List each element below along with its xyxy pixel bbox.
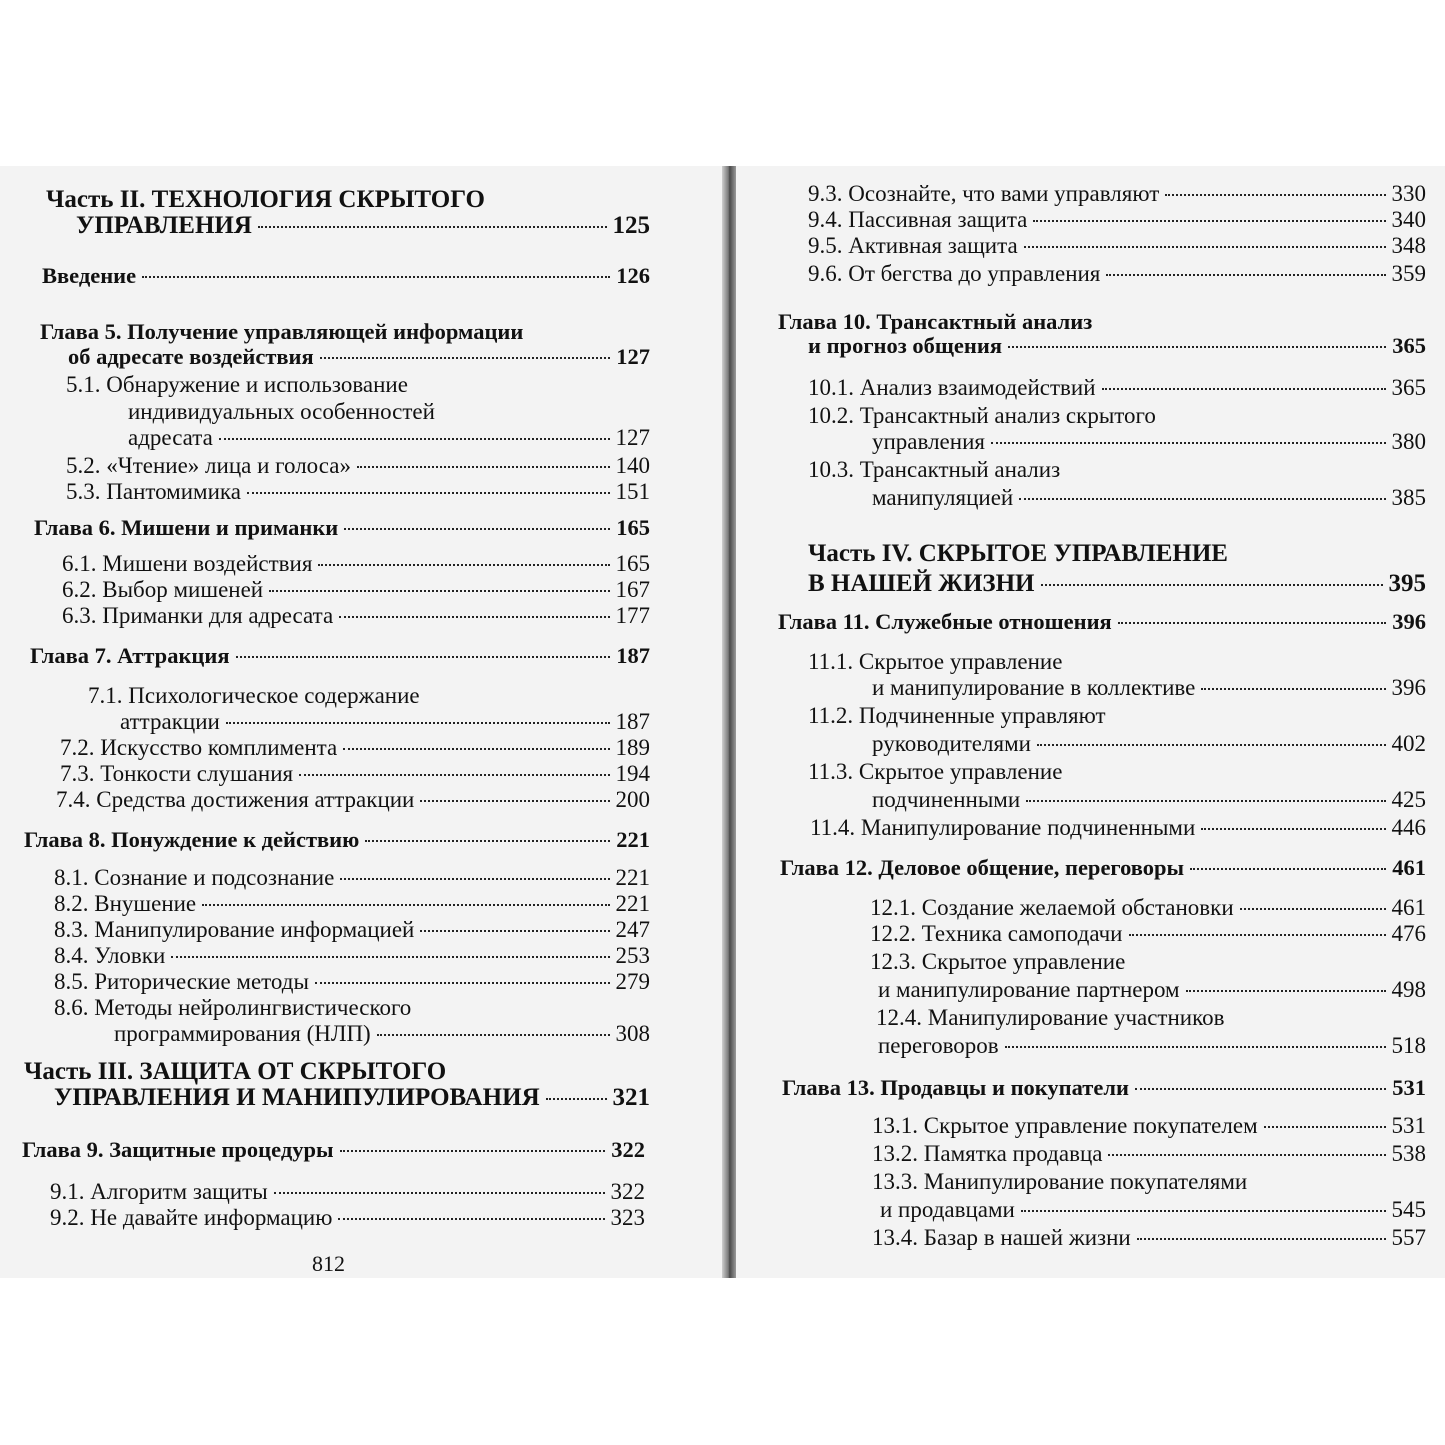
toc-entry-page: 140 <box>615 453 650 478</box>
toc-entry-page: 340 <box>1391 207 1426 232</box>
book-spread <box>0 166 1445 1278</box>
toc-entry-title: 11.1. Скрытое управление <box>808 649 1063 674</box>
toc-entry <box>872 1168 1247 1196</box>
toc-entry <box>128 424 650 452</box>
toc-entry <box>54 864 650 892</box>
dot-leader <box>1033 219 1385 222</box>
toc-entry <box>872 1224 1426 1252</box>
toc-entry <box>88 682 420 710</box>
toc-entry-title: 8.1. Сознание и подсознание <box>54 865 335 890</box>
toc-entry <box>54 890 650 918</box>
toc-entry-title: Глава 10. Трансактный анализ <box>778 309 1093 334</box>
toc-entry <box>808 570 1426 598</box>
toc-entry-page: 151 <box>615 479 650 504</box>
toc-entry-page: 323 <box>610 1205 645 1230</box>
dot-leader <box>344 527 610 530</box>
toc-entry-title: 9.1. Алгоритм защиты <box>50 1179 268 1204</box>
dot-leader <box>1137 1237 1386 1240</box>
toc-entry-title: 5.3. Пантомимика <box>66 479 241 504</box>
toc-entry-title: 6.1. Мишени воздействия <box>62 551 313 576</box>
dot-leader <box>1186 989 1386 992</box>
toc-entry <box>60 734 650 762</box>
toc-entry <box>56 786 650 814</box>
dot-leader <box>1008 345 1386 348</box>
toc-entry <box>24 826 650 854</box>
toc-entry-title: об адресате воздействия <box>68 344 314 369</box>
dot-leader <box>269 589 609 592</box>
toc-entry <box>872 1140 1426 1168</box>
toc-entry-title: 6.3. Приманки для адресата <box>62 603 334 628</box>
dot-leader <box>1201 827 1385 830</box>
dot-leader <box>1021 1209 1386 1212</box>
toc-entry-page: 253 <box>615 943 650 968</box>
toc-entry-title: 8.2. Внушение <box>54 891 197 916</box>
toc-entry-page: 531 <box>1391 1113 1426 1138</box>
toc-entry-title: 5.1. Обнаружение и использование <box>66 372 408 397</box>
toc-entry-title: аттракции <box>120 709 220 734</box>
toc-entry <box>872 786 1426 814</box>
dot-leader <box>1165 193 1385 196</box>
toc-entry-page: 187 <box>616 643 650 668</box>
dot-leader <box>226 721 610 724</box>
toc-entry-title: Глава 13. Продавцы и покупатели <box>782 1075 1129 1100</box>
toc-entry <box>808 648 1062 676</box>
dot-leader <box>546 1097 607 1100</box>
dot-leader <box>1129 933 1386 936</box>
dot-leader <box>420 929 609 932</box>
dot-leader <box>318 563 609 566</box>
toc-entry-title: 7.3. Тонкости слушания <box>60 761 294 786</box>
toc-entry-title: 7.4. Средства достижения аттракции <box>56 787 415 812</box>
toc-entry-page: 518 <box>1391 1033 1426 1058</box>
toc-entry-title: УПРАВЛЕНИЯ <box>76 212 252 239</box>
dot-leader <box>1135 1087 1386 1090</box>
dot-leader <box>315 981 610 984</box>
toc-entry-page: 545 <box>1391 1197 1426 1222</box>
toc-entry-page: 247 <box>615 917 650 942</box>
dot-leader <box>1190 867 1386 870</box>
toc-entry-title: 12.3. Скрытое управление <box>870 949 1126 974</box>
toc-entry <box>50 1178 645 1206</box>
dot-leader <box>320 356 611 359</box>
dot-leader <box>377 1033 610 1036</box>
left-page <box>0 166 722 1278</box>
toc-entry-title: 13.4. Базар в нашей жизни <box>872 1225 1131 1250</box>
toc-entry-page: 167 <box>615 577 650 602</box>
toc-entry <box>120 708 650 736</box>
dot-leader <box>1026 799 1385 802</box>
dot-leader <box>365 839 610 842</box>
toc-entry-title: Введение <box>42 263 137 288</box>
toc-entry-title: 11.2. Подчиненные управляют <box>808 703 1106 728</box>
toc-entry <box>880 1196 1426 1224</box>
toc-entry <box>870 920 1426 948</box>
dot-leader <box>171 955 609 958</box>
toc-entry-page: 127 <box>616 344 650 369</box>
toc-entry-title: 9.6. От бегства до управления <box>808 261 1101 286</box>
toc-entry <box>876 1004 1224 1032</box>
toc-entry <box>60 760 650 788</box>
toc-entry-title: 13.3. Манипулирование покупателями <box>872 1169 1248 1194</box>
toc-entry <box>46 186 485 214</box>
toc-entry <box>808 232 1426 260</box>
toc-entry-title: и манипулирование в коллективе <box>872 675 1196 700</box>
toc-entry <box>808 260 1426 288</box>
toc-entry-title: УПРАВЛЕНИЯ И МАНИПУЛИРОВАНИЯ <box>54 1084 540 1111</box>
toc-entry <box>782 1074 1426 1102</box>
toc-entry-page: 396 <box>1392 609 1426 634</box>
toc-entry <box>34 514 650 542</box>
toc-entry-title: и манипулирование партнером <box>878 977 1180 1002</box>
toc-entry-page: 279 <box>615 969 650 994</box>
toc-entry <box>808 456 1060 484</box>
toc-entry <box>66 452 650 480</box>
toc-entry-title: 11.3. Скрытое управление <box>808 759 1063 784</box>
dot-leader <box>420 799 609 802</box>
toc-entry-title: руководителями <box>872 731 1031 756</box>
toc-entry <box>66 371 408 399</box>
toc-entry <box>54 968 650 996</box>
dot-leader <box>1041 583 1383 586</box>
toc-entry-page: 461 <box>1391 895 1426 920</box>
toc-entry-page: 330 <box>1391 181 1426 206</box>
toc-entry-title: 9.3. Осознайте, что вами управляют <box>808 181 1160 206</box>
toc-entry-page: 200 <box>615 787 650 812</box>
toc-entry-page: 308 <box>615 1021 650 1046</box>
toc-entry <box>50 1204 645 1232</box>
toc-entry <box>68 343 650 371</box>
toc-entry-title: программирования (НЛП) <box>114 1021 371 1046</box>
toc-entry-page: 221 <box>615 865 650 890</box>
toc-entry-title: манипуляцией <box>872 485 1014 510</box>
toc-entry-title: 13.2. Памятка продавца <box>872 1141 1103 1166</box>
toc-entry-page: 322 <box>610 1179 645 1204</box>
toc-entry <box>808 180 1426 208</box>
dot-leader <box>274 1191 605 1194</box>
dot-leader <box>219 437 610 440</box>
toc-entry-title: 6.2. Выбор мишеней <box>62 577 264 602</box>
dot-leader <box>338 1217 604 1220</box>
dot-leader <box>1102 387 1386 390</box>
toc-entry-title: Глава 8. Понуждение к действию <box>24 827 360 852</box>
toc-entry-title: 7.1. Психологическое содержание <box>88 683 420 708</box>
dot-leader <box>991 441 1386 444</box>
dot-leader <box>1118 621 1387 624</box>
toc-entry <box>808 702 1106 730</box>
dot-leader <box>1240 907 1386 910</box>
right-page <box>736 166 1445 1278</box>
toc-entry <box>62 602 650 630</box>
toc-entry-title: 12.4. Манипулирование участников <box>876 1005 1225 1030</box>
toc-entry <box>54 994 411 1022</box>
dot-leader <box>1108 1153 1385 1156</box>
toc-entry-page: 165 <box>615 551 650 576</box>
toc-entry-page: 538 <box>1391 1141 1426 1166</box>
dot-leader <box>247 491 610 494</box>
toc-entry <box>870 894 1426 922</box>
toc-entry-title: и продавцами <box>880 1197 1015 1222</box>
toc-entry-title: 10.3. Трансактный анализ <box>808 457 1061 482</box>
toc-entry <box>114 1020 650 1048</box>
toc-entry <box>808 206 1426 234</box>
toc-entry-title: и прогноз общения <box>808 333 1002 358</box>
dot-leader <box>236 655 611 658</box>
toc-entry-title: Глава 5. Получение управляющей информации <box>40 319 524 344</box>
toc-entry <box>42 262 650 290</box>
toc-entry <box>808 332 1426 360</box>
toc-entry-title: 11.4. Манипулирование подчиненными <box>810 815 1196 840</box>
dot-leader <box>1024 245 1386 248</box>
toc-entry-page: 348 <box>1391 233 1426 258</box>
toc-entry-page: 359 <box>1391 261 1426 286</box>
dot-leader <box>1106 273 1385 276</box>
toc-entry-title: 13.1. Скрытое управление покупателем <box>872 1113 1258 1138</box>
toc-entry <box>128 398 435 426</box>
page-number: 812 <box>312 1251 345 1276</box>
toc-entry-title: Глава 9. Защитные процедуры <box>22 1137 334 1162</box>
dot-leader <box>1005 1045 1386 1048</box>
toc-entry-page: 385 <box>1391 485 1426 510</box>
toc-entry-title: Глава 12. Деловое общение, переговоры <box>780 855 1185 880</box>
dot-leader <box>343 747 609 750</box>
toc-entry <box>54 942 650 970</box>
toc-entry-title: индивидуальных особенностей <box>128 399 435 424</box>
toc-entry-title: подчиненными <box>872 787 1021 812</box>
toc-entry-page: 194 <box>615 761 650 786</box>
toc-entry-page: 557 <box>1391 1225 1426 1250</box>
toc-entry-page: 498 <box>1391 977 1426 1002</box>
toc-entry <box>872 1112 1426 1140</box>
toc-entry-page: 531 <box>1392 1075 1426 1100</box>
dot-leader <box>1201 687 1385 690</box>
dot-leader <box>357 465 610 468</box>
toc-entry-title: В НАШЕЙ ЖИЗНИ <box>808 570 1035 597</box>
dot-leader <box>340 1149 606 1152</box>
toc-entry <box>808 758 1062 786</box>
toc-entry <box>30 642 650 670</box>
dot-leader <box>142 275 610 278</box>
toc-entry-title: Глава 6. Мишени и приманки <box>34 515 339 540</box>
toc-entry-title: 9.2. Не давайте информацию <box>50 1205 333 1230</box>
toc-entry-page: 187 <box>615 709 650 734</box>
toc-entry-page: 365 <box>1391 375 1426 400</box>
toc-entry-title: 10.2. Трансактный анализ скрытого <box>808 403 1156 428</box>
toc-entry-page: 476 <box>1391 921 1426 946</box>
toc-entry-page: 365 <box>1392 333 1426 358</box>
toc-entry-title: 10.1. Анализ взаимодействий <box>808 375 1096 400</box>
toc-entry-page: 125 <box>612 212 650 239</box>
dot-leader <box>1264 1125 1386 1128</box>
toc-entry-page: 127 <box>615 425 650 450</box>
toc-entry <box>810 814 1426 842</box>
toc-entry <box>62 550 650 578</box>
toc-entry-title: Часть III. ЗАЩИТА ОТ СКРЫТОГО <box>24 1058 447 1085</box>
toc-entry <box>40 318 523 346</box>
toc-entry-page: 425 <box>1391 787 1426 812</box>
toc-entry-title: 12.2. Техника самоподачи <box>870 921 1123 946</box>
toc-entry <box>808 402 1156 430</box>
toc-entry <box>780 854 1426 882</box>
dot-leader <box>1037 743 1386 746</box>
toc-entry <box>808 374 1426 402</box>
book-gutter <box>722 166 736 1278</box>
toc-entry <box>778 608 1426 636</box>
toc-entry-page: 322 <box>611 1137 645 1162</box>
toc-entry-title: адресата <box>128 425 213 450</box>
toc-entry-page: 165 <box>616 515 650 540</box>
dot-leader <box>339 615 609 618</box>
toc-entry-page: 177 <box>615 603 650 628</box>
toc-entry-title: 8.5. Риторические методы <box>54 969 309 994</box>
toc-entry-title: переговоров <box>878 1033 999 1058</box>
toc-entry-page: 321 <box>612 1084 650 1111</box>
toc-entry-page: 446 <box>1391 815 1426 840</box>
toc-entry <box>872 730 1426 758</box>
toc-entry-page: 126 <box>616 263 650 288</box>
toc-entry-title: Часть II. ТЕХНОЛОГИЯ СКРЫТОГО <box>46 186 485 213</box>
toc-entry-page: 221 <box>616 827 650 852</box>
toc-entry <box>808 540 1228 568</box>
toc-entry-page: 396 <box>1391 675 1426 700</box>
toc-entry <box>872 428 1426 456</box>
toc-entry-title: 9.4. Пассивная защита <box>808 207 1028 232</box>
toc-entry <box>76 212 650 240</box>
toc-entry-page: 221 <box>615 891 650 916</box>
toc-entry <box>872 674 1426 702</box>
toc-entry-title: Глава 11. Служебные отношения <box>778 609 1112 634</box>
toc-entry-title: 8.3. Манипулирование информацией <box>54 917 415 942</box>
toc-entry <box>54 1084 650 1112</box>
dot-leader <box>340 877 609 880</box>
toc-entry-title: 9.5. Активная защита <box>808 233 1018 258</box>
toc-entry <box>22 1136 645 1164</box>
toc-entry-title: 7.2. Искусство комплимента <box>60 735 338 760</box>
toc-entry-title: управления <box>872 429 985 454</box>
toc-entry <box>872 484 1426 512</box>
toc-entry-title: Глава 7. Аттракция <box>30 643 230 668</box>
dot-leader <box>202 903 609 906</box>
toc-entry <box>24 1058 446 1086</box>
toc-entry-title: 12.1. Создание желаемой обстановки <box>870 895 1234 920</box>
toc-entry-title: Часть IV. СКРЫТОЕ УПРАВЛЕНИЕ <box>808 540 1228 567</box>
toc-entry-page: 395 <box>1388 570 1426 597</box>
toc-entry <box>878 976 1426 1004</box>
toc-entry <box>54 916 650 944</box>
toc-entry-page: 380 <box>1391 429 1426 454</box>
toc-entry <box>878 1032 1426 1060</box>
toc-entry <box>66 478 650 506</box>
toc-entry-title: 8.6. Методы нейролингвистического <box>54 995 412 1020</box>
toc-entry-page: 189 <box>615 735 650 760</box>
toc-entry <box>870 948 1125 976</box>
dot-leader <box>1019 497 1385 500</box>
toc-entry-title: 8.4. Уловки <box>54 943 166 968</box>
toc-entry <box>62 576 650 604</box>
toc-entry-title: 5.2. «Чтение» лица и голоса» <box>66 453 351 478</box>
toc-entry-page: 402 <box>1391 731 1426 756</box>
dot-leader <box>299 773 609 776</box>
dot-leader <box>258 225 607 228</box>
toc-entry-page: 461 <box>1392 855 1426 880</box>
